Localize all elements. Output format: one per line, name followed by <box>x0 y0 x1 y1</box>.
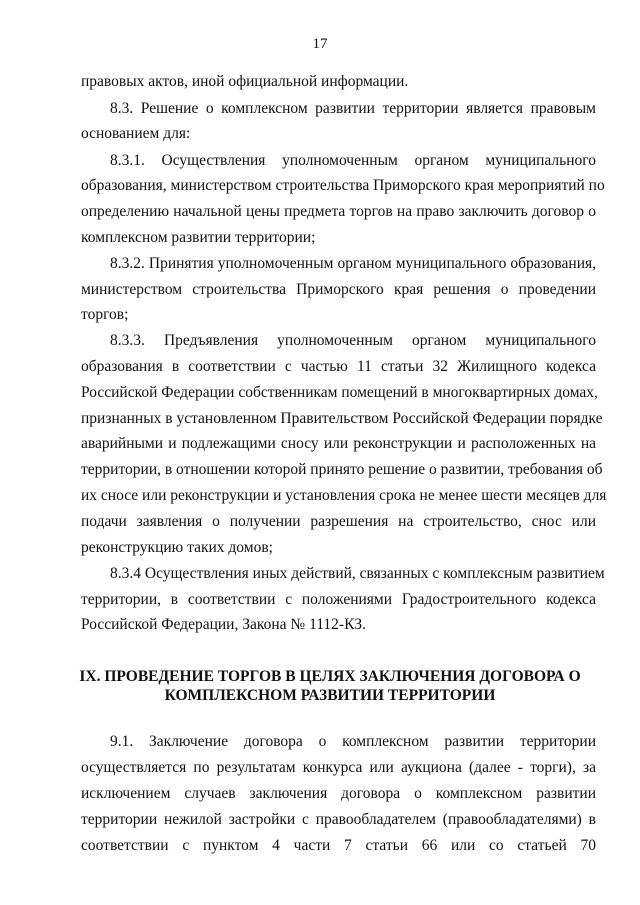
text-line: соответствии с пунктом 4 части 7 статьи 66 или со статьей 70 <box>81 837 596 854</box>
text-line: торгов; <box>81 306 129 323</box>
section-heading: IX. ПРОВЕДЕНИЕ ТОРГОВ В ЦЕЛЯХ ЗАКЛЮЧЕНИЯ ДОГОВОРА О <box>79 668 581 685</box>
text-line: 8.3. Решение о комплексном развитии территории является правовым <box>110 100 596 117</box>
text-line: территории нежилой застройки с правообладателем (правообладателями) в <box>81 811 596 828</box>
text-line: аварийными и подлежащими сносу или реконструкции и расположенных на <box>81 435 596 452</box>
text-line: территории, в соответствии с положениями Градостроительного кодекса <box>81 591 596 608</box>
text-line: исключением случаев заключения договора о комплексном развитии <box>81 785 596 802</box>
text-line: комплексном развитии территории; <box>81 229 316 246</box>
text-line: образования, министерством строительства Приморского края мероприятий по <box>81 177 605 194</box>
text-line: 9.1. Заключение договора о комплексном развитии территории <box>110 733 596 750</box>
text-line: 8.3.4 Осуществления иных действий, связанных с комплексным развитием <box>110 565 605 582</box>
text-line: подачи заявления о получении разрешения на строительство, снос или <box>81 513 596 530</box>
text-line: признанных в установленном Правительством Российской Федерации порядке <box>81 410 603 427</box>
text-line: Российской Федерации собственникам помещений в многоквартирных домах, <box>81 384 598 401</box>
text-line: 8.3.1. Осуществления уполномоченным органом муниципального <box>110 152 596 169</box>
text-line: основанием для: <box>81 125 191 142</box>
page-number: 17 <box>312 36 328 52</box>
text-line: осуществляется по результатам конкурса или аукциона (далее - торги), за <box>81 759 596 776</box>
text-line: министерством строительства Приморского края решения о проведении <box>81 281 596 298</box>
text-line: Российской Федерации, Закона № 1112-КЗ. <box>81 616 367 633</box>
text-line: реконструкцию таких домов; <box>81 539 273 556</box>
text-line: образования в соответствии с частью 11 статьи 32 Жилищного кодекса <box>81 358 596 375</box>
text-line: 8.3.3. Предъявления уполномоченным органом муниципального <box>110 332 596 349</box>
section-heading: КОМПЛЕКСНОМ РАЗВИТИИ ТЕРРИТОРИИ <box>164 687 496 704</box>
text-line: территории, в отношении которой принято решение о развитии, требования об <box>81 461 603 478</box>
text-line: их сносе или реконструкции и установления срока не менее шести месяцев для <box>81 487 607 504</box>
text-line: 8.3.2. Принятия уполномоченным органом муниципального образования, <box>110 255 596 272</box>
text-line: правовых актов, иной официальной информации. <box>81 73 409 90</box>
text-line: определению начальной цены предмета торгов на право заключить договор о <box>81 203 596 220</box>
